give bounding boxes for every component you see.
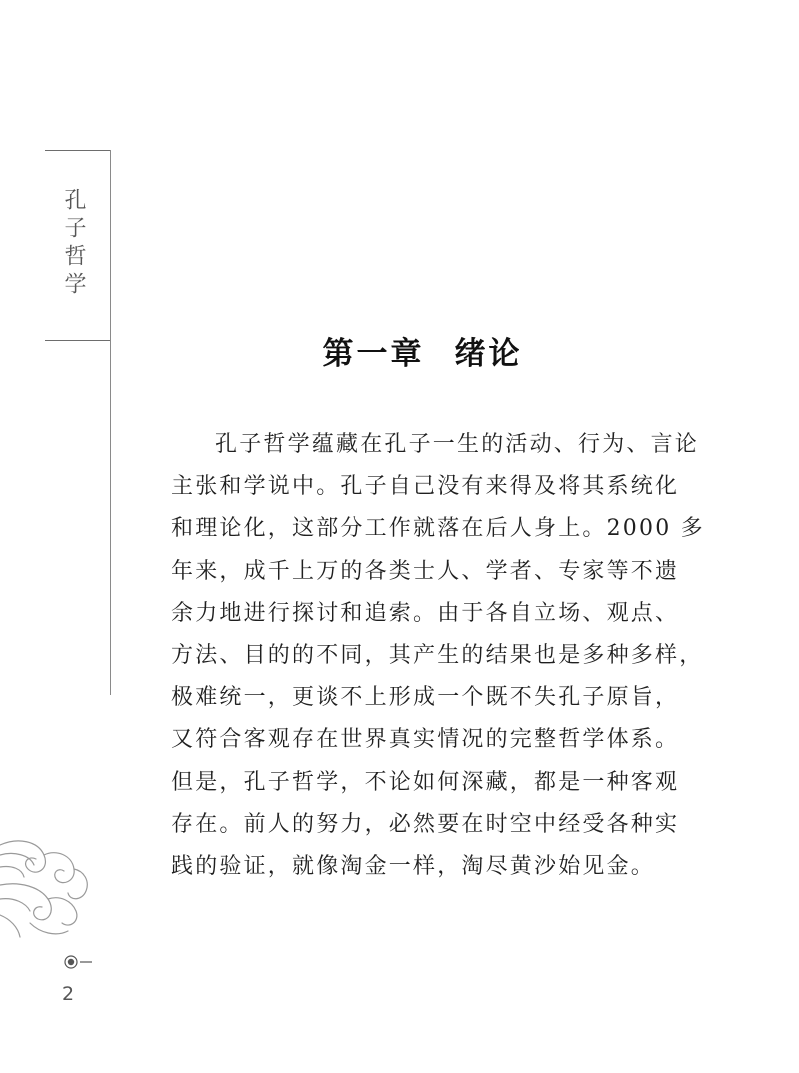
body-line: 主张和学说中。孔子自己没有来得及将其系统化 [171,474,680,500]
running-head-top-rule [45,150,111,151]
body-line: 但是，孔子哲学，不论如何深藏，都是一种客观 [171,769,680,795]
body-line: 又符合客观存在世界真实情况的完整哲学体系。 [171,727,680,753]
chapter-number: 第一章 [322,336,425,372]
chapter-heading [0,328,799,373]
body-line: 和理论化，这部分工作就落在后人身上。2000 多 [171,516,705,542]
body-line: 践的验证，就像淘金一样，淘尽黄沙始见金。 [171,853,656,879]
body-paragraph [171,424,705,888]
running-head: 孔子哲学 [61,188,86,300]
body-line: 余力地进行探讨和追索。由于各自立场、观点、 [171,600,680,626]
margin-vertical-rule [110,150,111,695]
cloud-ornament-icon [0,815,100,955]
body-line: 孔子哲学蕴藏在孔子一生的活动、行为、言论 [215,432,700,457]
folio-bullet-icon [64,953,104,973]
page-number: 2 [62,983,75,1005]
body-line: 极难统一，更谈不上形成一个既不失孔子原旨， [171,685,680,711]
body-line: 方法、目的的不同，其产生的结果也是多种多样， [171,642,704,668]
chapter-title: 绪论 [454,336,523,372]
body-line: 存在。前人的努力，必然要在时空中经受各种实 [171,811,680,837]
body-line: 年来，成千上万的各类士人、学者、专家等不遗 [171,558,680,584]
